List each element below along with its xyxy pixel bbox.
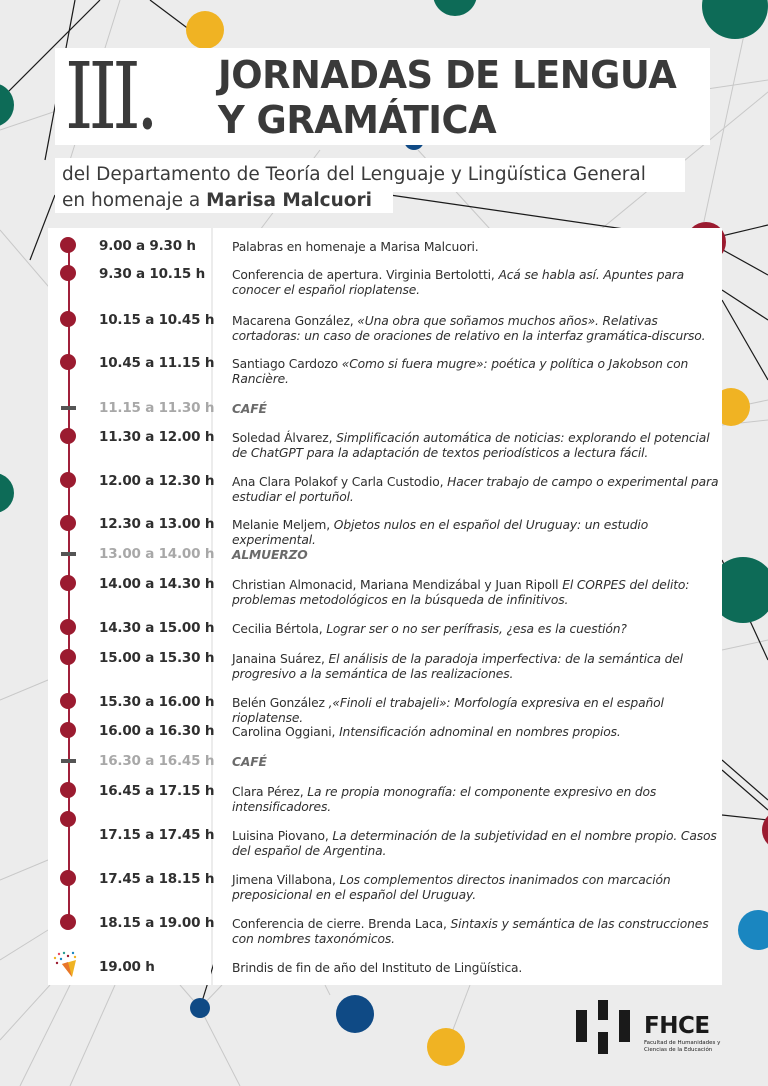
schedule-time: 15.30 a 16.00 h — [99, 694, 215, 710]
fhce-logo-mark — [576, 1000, 636, 1054]
schedule-time: 9.30 a 10.15 h — [99, 266, 206, 282]
title-line-1: JORNADAS DE LENGUA — [218, 53, 677, 97]
break-dash-icon — [61, 406, 76, 410]
schedule-description — [232, 357, 720, 387]
schedule-description — [232, 917, 720, 947]
decor-circle-blue — [738, 910, 768, 950]
speaker: Cecilia Bértola, — [232, 622, 327, 636]
decor-circle-yellow — [186, 11, 224, 49]
schedule-time: 16.45 a 17.15 h — [99, 783, 215, 799]
talk-title: El CORPES del delito: problemas metodológicos en la búsqueda de infinitivos. — [232, 578, 690, 607]
talk-title: Hacer trabajo de campo o experimental para estudiar el portuñol. — [232, 475, 719, 504]
schedule-description — [232, 785, 720, 815]
break-label: CAFÉ — [232, 755, 267, 769]
schedule-time: 14.00 a 14.30 h — [99, 576, 215, 592]
talk-title: Simplificación automática de noticias: explorando el potencial de ChatGPT para la adaptación de textos periodísticos a lectura fácil. — [232, 431, 710, 460]
speaker: Jimena Villabona, — [232, 873, 340, 887]
subtitle-prefix: en homenaje a — [62, 190, 207, 211]
decor-circle-green — [433, 0, 477, 16]
break-label: CAFÉ — [232, 402, 267, 416]
schedule-time: 11.30 a 12.00 h — [99, 429, 215, 445]
speaker: Santiago Cardozo — [232, 357, 342, 371]
schedule-time: 16.00 a 16.30 h — [99, 723, 215, 739]
speaker: Palabras en homenaje a Marisa Malcuori. — [232, 240, 479, 254]
timeline-dot-icon — [60, 811, 76, 827]
talk-title: «Una obra que soñamos muchos años». Relativas cortadoras: un caso de oraciones de relativo en la interfaz gramática-discurso. — [232, 314, 706, 343]
break-label: ALMUERZO — [232, 548, 308, 562]
timeline-dot-icon — [60, 870, 76, 886]
schedule-time: 14.30 a 15.00 h — [99, 620, 215, 636]
talk-title: Sintaxis y semántica de las construcciones con nombres taxonómicos. — [232, 917, 709, 946]
timeline-dot-icon — [60, 619, 76, 635]
schedule-description — [232, 518, 720, 548]
decor-circle-navy — [336, 995, 374, 1033]
honoree-name: Marisa Malcuori — [206, 190, 372, 211]
talk-title: «Como si fuera mugre»: poética y política o Jakobson con Rancière. — [232, 357, 689, 386]
schedule-description — [232, 622, 720, 637]
schedule-description — [232, 431, 720, 461]
talk-title: Lograr ser o no ser perífrasis, ¿esa es la cuestión? — [326, 622, 627, 636]
timeline-dot-icon — [60, 722, 76, 738]
party-popper-icon — [52, 950, 78, 978]
timeline-dot-icon — [60, 311, 76, 327]
schedule-description — [232, 314, 720, 344]
timeline-dot-icon — [60, 472, 76, 488]
timeline-dot-icon — [60, 575, 76, 591]
schedule-time: 11.15 a 11.30 h — [99, 400, 215, 416]
schedule-time: 19.00 h — [99, 959, 155, 975]
speaker: Christian Almonacid, Mariana Mendizábal y Juan Ripoll — [232, 578, 563, 592]
speaker: Conferencia de apertura. Virginia Bertolotti, — [232, 268, 499, 282]
schedule-description — [232, 578, 720, 608]
schedule-description — [232, 475, 720, 505]
edition-numeral: III. — [65, 43, 155, 150]
schedule-description — [232, 652, 720, 682]
fhce-wordmark: FHCE — [644, 1013, 710, 1039]
timeline-dot-icon — [60, 237, 76, 253]
timeline-dot-icon — [60, 914, 76, 930]
timeline-dot-icon — [60, 782, 76, 798]
schedule-description — [232, 725, 720, 740]
schedule-time: 10.15 a 10.45 h — [99, 312, 215, 328]
timeline-dot-icon — [60, 649, 76, 665]
schedule-description — [232, 240, 720, 255]
title-box — [55, 43, 710, 150]
speaker: Ana Clara Polakof y Carla Custodio, — [232, 475, 448, 489]
timeline-dot-icon — [60, 354, 76, 370]
talk-title: Objetos nulos en el español del Uruguay: un estudio experimental. — [232, 518, 649, 547]
speaker: Luisina Piovano, — [232, 829, 333, 843]
schedule-description — [232, 268, 720, 298]
talk-title: El análisis de la paradoja imperfectiva: de la semántica del progresivo a la semántica de las realizaciones. — [232, 652, 683, 681]
timeline-dot-icon — [60, 428, 76, 444]
speaker: Macarena González, — [232, 314, 358, 328]
speaker: Clara Pérez, — [232, 785, 308, 799]
schedule-time: 13.00 a 14.00 h — [99, 546, 215, 562]
talk-title: ,«Finoli el trabajeli»: Morfología expresiva en el español rioplatense. — [232, 696, 664, 725]
schedule-time: 18.15 a 19.00 h — [99, 915, 215, 931]
speaker: Melanie Meljem, — [232, 518, 334, 532]
decor-circle-green — [702, 0, 768, 39]
schedule-time: 9.00 a 9.30 h — [99, 238, 196, 254]
timeline-dot-icon — [60, 265, 76, 281]
speaker: Soledad Álvarez, — [232, 431, 337, 445]
schedule-time: 16.30 a 16.45 h — [99, 753, 215, 769]
decor-circle-red — [762, 810, 768, 850]
break-dash-icon — [61, 759, 76, 763]
talk-title: La determinación de la subjetividad en el nombre propio. Casos del español de Argentina. — [232, 829, 717, 858]
schedule-description — [232, 696, 720, 726]
schedule-time: 15.00 a 15.30 h — [99, 650, 215, 666]
schedule-description — [232, 829, 720, 859]
timeline-dot-icon — [60, 693, 76, 709]
speaker: Belén González — [232, 696, 329, 710]
schedule-time: 17.15 a 17.45 h — [99, 827, 215, 843]
fhce-subtitle: Facultad de Humanidades y Ciencias de la Educación — [644, 1040, 721, 1053]
decor-circle-green — [0, 473, 14, 513]
schedule-time: 17.45 a 18.15 h — [99, 871, 215, 887]
talk-title: La re propia monografía: el componente expresivo en dos intensificadores. — [232, 785, 657, 814]
decor-circle-green — [0, 83, 14, 127]
schedule-time: 12.30 a 13.00 h — [99, 516, 215, 532]
decor-circle-yellow — [427, 1028, 465, 1066]
speaker: Janaina Suárez, — [232, 652, 329, 666]
speaker: Carolina Oggiani, — [232, 725, 340, 739]
talk-title: Intensificación adnominal en nombres propios. — [339, 725, 621, 739]
break-dash-icon — [61, 552, 76, 556]
schedule-time: 10.45 a 11.15 h — [99, 355, 215, 371]
timeline-dot-icon — [60, 515, 76, 531]
speaker: Brindis de fin de año del Instituto de Lingüística. — [232, 961, 523, 975]
schedule-time: 12.00 a 12.30 h — [99, 473, 215, 489]
schedule-description — [232, 873, 720, 903]
talk-title: Los complementos directos inanimados con marcación preposicional en el español del Uruguay. — [232, 873, 671, 902]
schedule-description — [232, 961, 720, 976]
title-line-2: Y GRAMÁTICA — [218, 98, 497, 142]
speaker: Conferencia de cierre. Brenda Laca, — [232, 917, 451, 931]
decor-circle-navy — [190, 998, 210, 1018]
subtitle-line-2 — [62, 188, 646, 214]
talk-title: Acá se habla así. Apuntes para conocer el español rioplatense. — [232, 268, 685, 297]
subtitle — [62, 162, 646, 214]
subtitle-line-1: del Departamento de Teoría del Lenguaje y Lingüística General — [62, 164, 646, 185]
